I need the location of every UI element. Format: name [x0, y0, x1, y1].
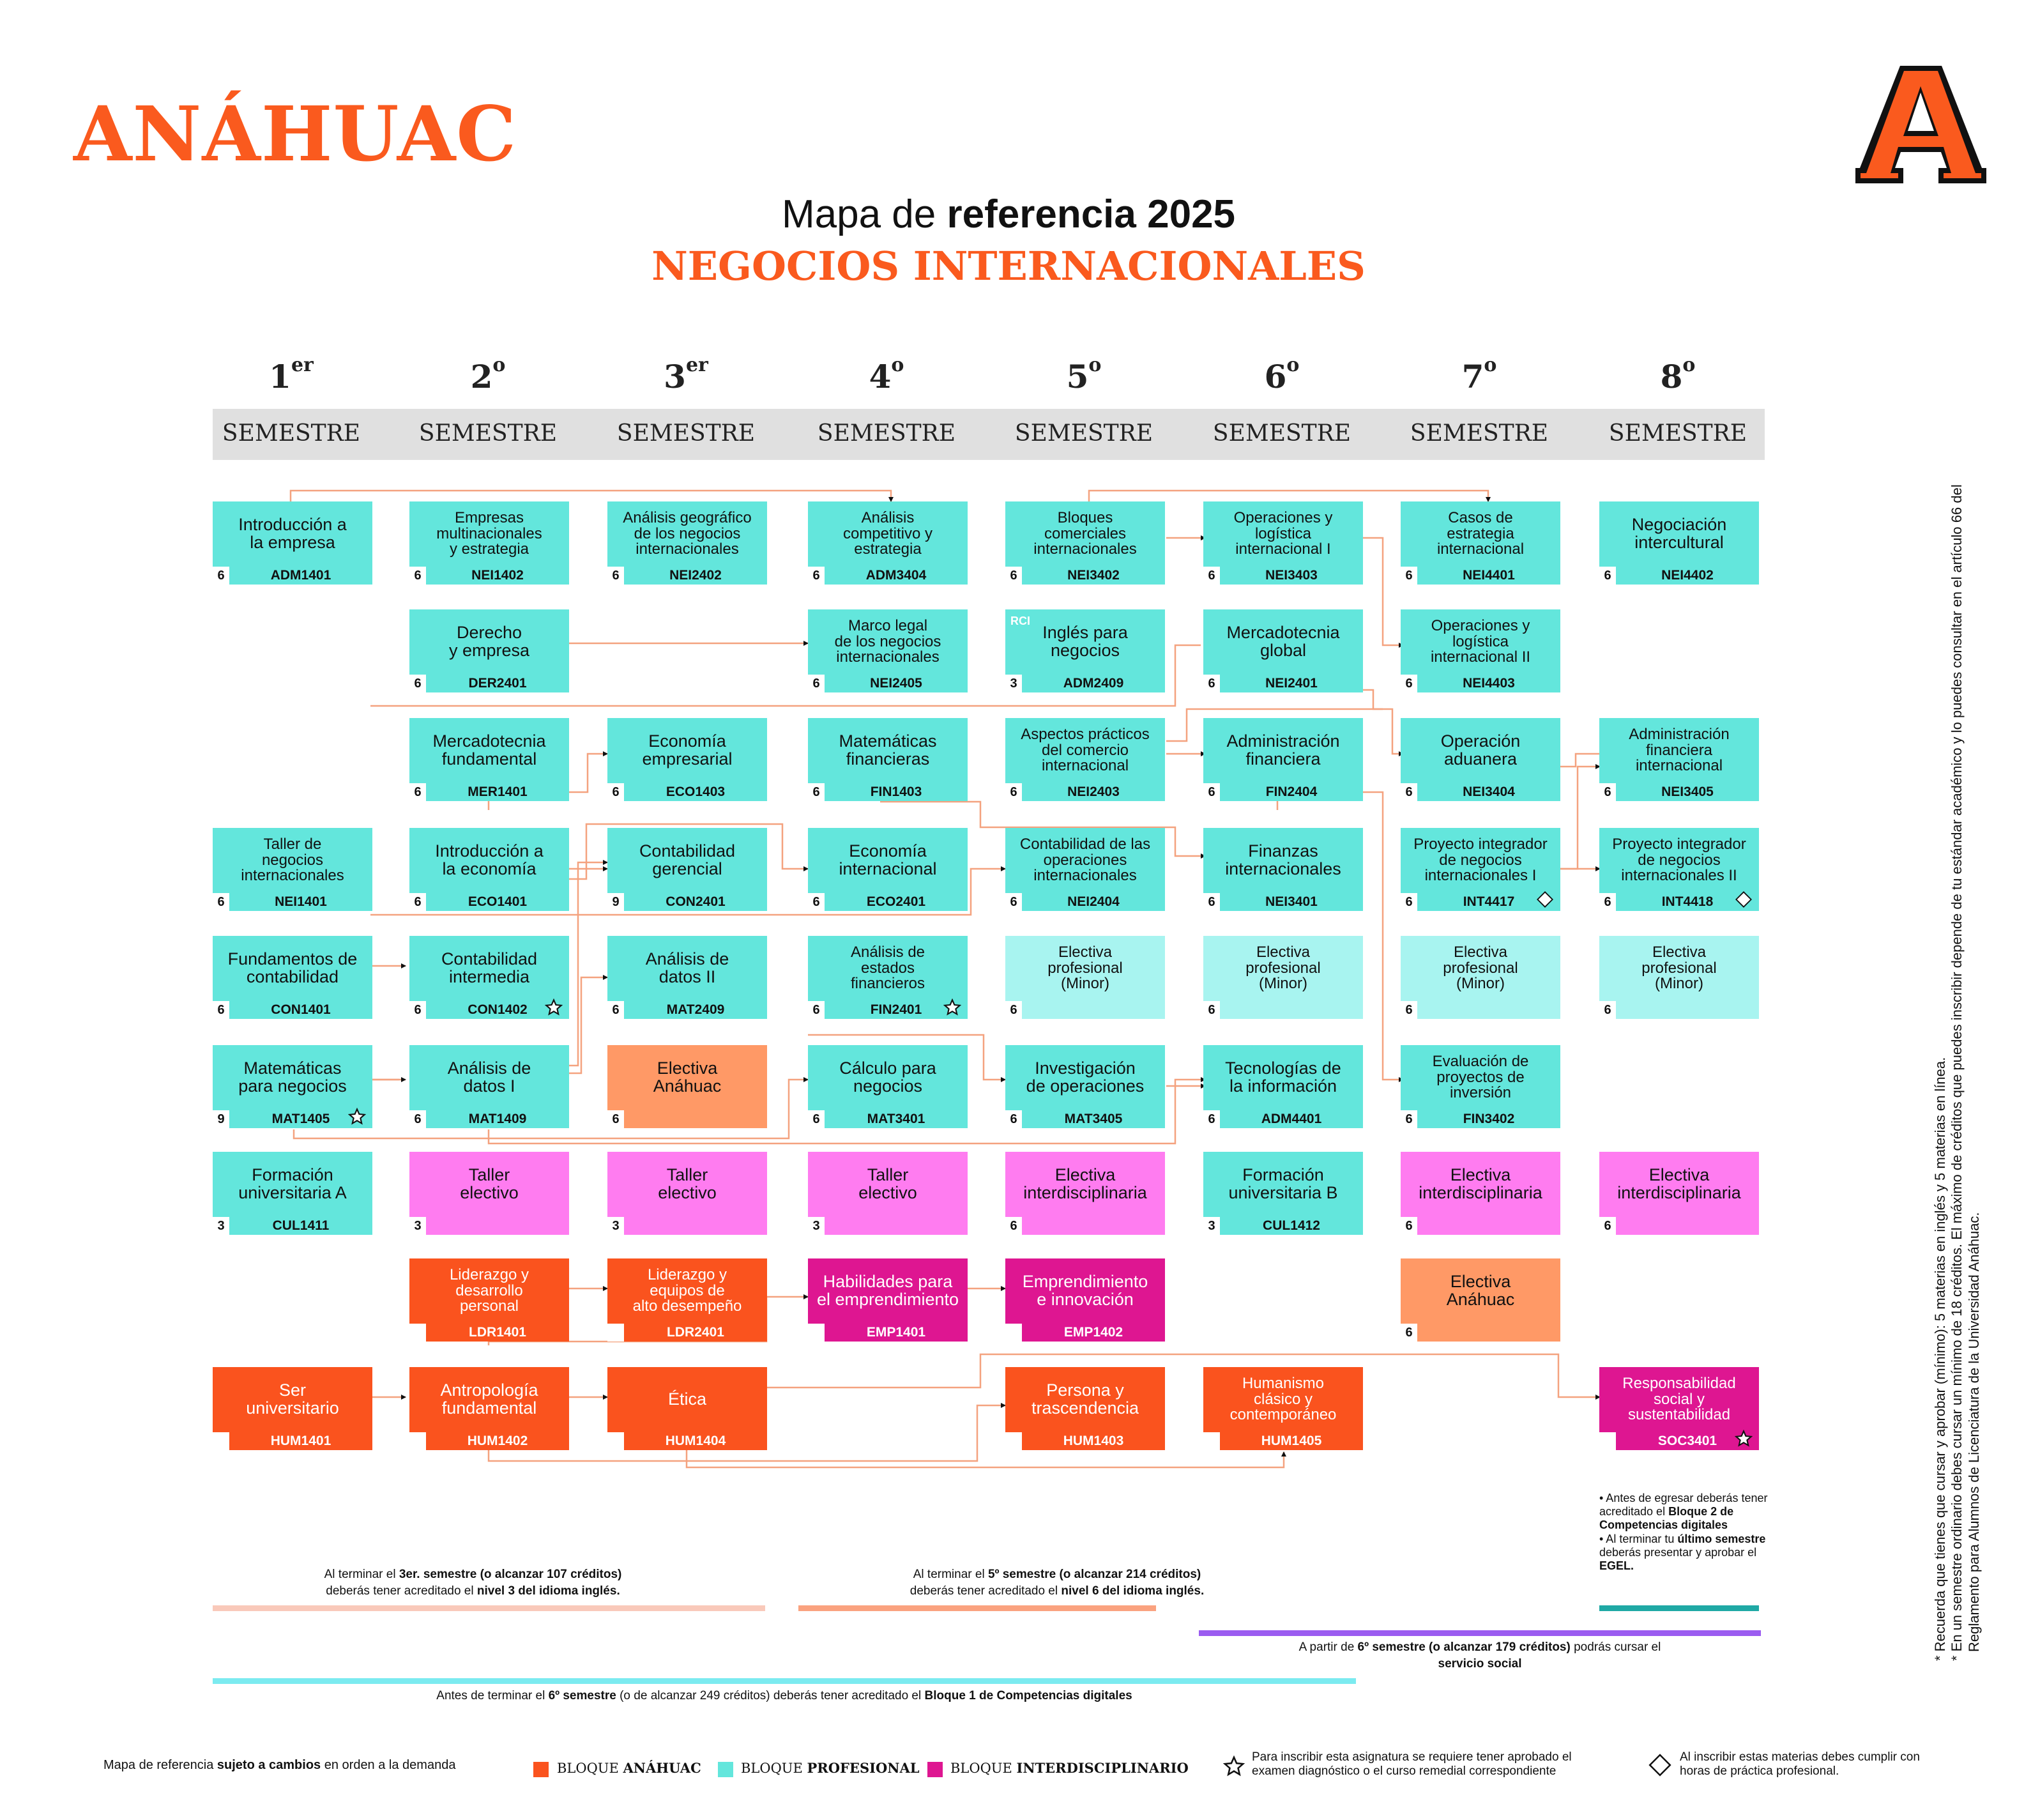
course-name: Finanzas internacionales	[1225, 841, 1341, 878]
course-card-eco1401[interactable]	[409, 828, 569, 911]
course-code: HUM1401	[270, 1434, 331, 1448]
semester-number-8: 8$^o$	[1660, 354, 1696, 395]
course-code: EMP1401	[866, 1325, 926, 1340]
star-icon	[348, 1108, 366, 1126]
course-credits: 6	[1203, 783, 1220, 801]
course-code: NEI2405	[870, 676, 922, 691]
course-credits: 6	[1203, 567, 1220, 585]
course-code: CON1401	[271, 1002, 331, 1017]
course-name: Contabilidad intermedia	[441, 949, 538, 986]
course-code: MAT1409	[468, 1112, 527, 1126]
course-code: CUL1411	[272, 1218, 330, 1233]
semester-label-3: SEMESTRE	[616, 420, 756, 447]
course-card-ep5[interactable]	[1005, 936, 1165, 1019]
course-card-te3[interactable]	[607, 1152, 767, 1235]
course-card-ep8[interactable]	[1599, 936, 1759, 1019]
course-card-hum1405[interactable]	[1203, 1367, 1363, 1450]
program-title: NEGOCIOS INTERNACIONALES	[651, 243, 1366, 289]
course-credits: 6	[409, 783, 426, 801]
course-credits: 6	[409, 675, 426, 692]
course-code: NEI4403	[1463, 676, 1515, 691]
course-credits: 6	[1203, 893, 1220, 911]
course-card-nei3401[interactable]	[1203, 828, 1363, 911]
course-credits: 6	[213, 567, 229, 585]
course-name: Taller electivo	[858, 1165, 917, 1202]
star-icon	[1735, 1430, 1753, 1448]
course-code: NEI2404	[1067, 894, 1120, 909]
course-name: Electiva profesional (Minor)	[1047, 943, 1123, 993]
social-service-note: A partir de 6º semestre (o alcanzar 179 créditos) podrás cursar el servicio social	[1298, 1640, 1661, 1671]
course-name: Investigación de operaciones	[1026, 1059, 1145, 1096]
course-card-con1401[interactable]	[213, 936, 372, 1019]
course-code: MAT3401	[867, 1112, 925, 1126]
semester-label-2: SEMESTRE	[418, 420, 558, 447]
course-name: Ética	[667, 1389, 707, 1409]
course-credits: 3	[1005, 675, 1022, 692]
diamond-icon	[1735, 891, 1753, 908]
course-card-nei3404[interactable]	[1401, 718, 1560, 801]
course-code: NEI3403	[1265, 568, 1318, 583]
course-name: Humanismo clásico y contemporáneo	[1229, 1374, 1337, 1424]
course-credits: 6	[1599, 1432, 1616, 1450]
course-name: Formación universitaria B	[1228, 1165, 1338, 1202]
course-card-der2401[interactable]	[409, 609, 569, 692]
course-code: NEI3404	[1463, 784, 1515, 799]
semester-number-6: 6$^o$	[1264, 354, 1300, 395]
course-credits: 6	[808, 567, 825, 585]
course-credits: 9	[607, 1432, 624, 1450]
course-credits: 6	[607, 1110, 624, 1128]
course-card-nei2405[interactable]	[808, 609, 968, 692]
semester-label-8: SEMESTRE	[1608, 420, 1747, 447]
course-credits: 6	[808, 893, 825, 911]
course-card-int4418[interactable]	[1599, 828, 1759, 911]
english-level-6-bar	[798, 1605, 1156, 1611]
course-name: Fundamentos de contabilidad	[227, 949, 358, 986]
course-credits: 6	[808, 783, 825, 801]
course-name: Operación aduanera	[1440, 731, 1521, 769]
course-credits: 3	[213, 1217, 229, 1235]
course-code: NEI4402	[1661, 568, 1714, 583]
course-code: ECO1401	[468, 894, 528, 909]
semester-label-4: SEMESTRE	[817, 420, 956, 447]
semester-number-7: 7$^o$	[1461, 354, 1497, 395]
course-card-ei7[interactable]	[1401, 1152, 1560, 1235]
course-name: Emprendimiento e innovación	[1022, 1272, 1148, 1309]
course-card-nei3402[interactable]	[1005, 501, 1165, 585]
course-name: Liderazgo y equipos de alto desempeño	[632, 1266, 742, 1315]
course-code: ECO2401	[866, 894, 926, 909]
course-credits: 3	[409, 1217, 426, 1235]
course-name: Mercadotecnia fundamental	[432, 731, 546, 769]
course-name: Cálculo para negocios	[839, 1059, 936, 1096]
course-code: MAT1405	[271, 1112, 330, 1126]
course-code: NEI1402	[471, 568, 524, 583]
course-card-eco1403[interactable]	[607, 718, 767, 801]
course-card-fin3402[interactable]	[1401, 1045, 1560, 1128]
course-credits: 6	[1401, 1217, 1417, 1235]
course-name: Persona y trascendencia	[1031, 1380, 1139, 1418]
course-card-nei4403[interactable]	[1401, 609, 1560, 692]
course-credits: 6	[1599, 1001, 1616, 1019]
course-card-ep6[interactable]	[1203, 936, 1363, 1019]
legend-swatch-anahuac	[533, 1762, 549, 1777]
graduation-bar	[1599, 1605, 1759, 1611]
course-card-cul1411[interactable]	[213, 1152, 372, 1235]
course-name: Introducción a la economía	[435, 841, 544, 878]
english-level-6-note: Al terminar el 5º semestre (o alcanzar 214 créditos) deberás tener acreditado el nivel 6 del idioma inglés.	[910, 1568, 1205, 1598]
course-name: Introducción a la empresa	[238, 515, 347, 552]
course-name: Matemáticas para negocios	[238, 1059, 347, 1096]
course-name: Electiva profesional (Minor)	[1641, 943, 1717, 993]
course-credits: 6	[1401, 675, 1417, 692]
legend-anahuac: BLOQUE ANÁHUAC	[557, 1760, 701, 1776]
course-code: DER2401	[468, 676, 527, 691]
course-credits: 9	[213, 1110, 229, 1128]
course-credits: 6	[409, 1324, 426, 1342]
course-card-hum1401[interactable]	[213, 1367, 372, 1450]
anahuac-logo-text: ANÁHUAC	[73, 89, 517, 178]
course-credits: 6	[1401, 893, 1417, 911]
course-card-mat1409[interactable]	[409, 1045, 569, 1128]
english-level-3-note: Al terminar el 3er. semestre (o alcanzar 107 créditos) deberás tener acreditado el nivel 3 del idioma inglés.	[324, 1568, 622, 1598]
course-credits: 6	[1599, 783, 1616, 801]
course-name: Empresas multinacionales y estrategia	[436, 509, 542, 558]
course-name: Inglés para negocios	[1042, 623, 1128, 660]
course-card-ldr1401[interactable]	[409, 1258, 569, 1342]
diamond-icon	[1536, 891, 1554, 908]
course-card-mat3401[interactable]	[808, 1045, 968, 1128]
course-name: Habilidades para el emprendimiento	[816, 1272, 959, 1309]
course-code: CUL1412	[1263, 1218, 1320, 1233]
course-card-adm3404[interactable]	[808, 501, 968, 585]
course-card-ea3[interactable]	[607, 1045, 767, 1128]
course-code: CON1402	[468, 1002, 528, 1017]
course-card-nei2404[interactable]	[1005, 828, 1165, 911]
course-name: Análisis geográfico de los negocios internacionales	[623, 509, 752, 558]
course-name: Economía empresarial	[642, 731, 733, 769]
course-code: INT4417	[1463, 894, 1515, 909]
course-credits: 6	[1599, 1217, 1616, 1235]
course-code: FIN3402	[1463, 1112, 1515, 1126]
course-name: Análisis competitivo y estrategia	[842, 509, 933, 558]
course-card-hum1403[interactable]	[1005, 1367, 1165, 1450]
course-card-soc3401[interactable]	[1599, 1367, 1759, 1450]
course-credits: 6	[1005, 567, 1022, 585]
course-name: Economía internacional	[839, 841, 937, 878]
course-name: Operaciones y logística internacional I	[1233, 509, 1333, 558]
course-name: Responsabilidad social y sustentabilidad	[1622, 1374, 1736, 1424]
course-code: FIN2401	[870, 1002, 922, 1017]
course-credits: 3	[808, 1324, 825, 1342]
course-card-nei3403[interactable]	[1203, 501, 1363, 585]
page-title: Mapa de referencia 2025	[781, 192, 1236, 236]
course-card-nei3405[interactable]	[1599, 718, 1759, 801]
course-credits: 6	[1203, 1110, 1220, 1128]
course-credits: 6	[1599, 893, 1616, 911]
course-card-int4417[interactable]	[1401, 828, 1560, 911]
course-code: ADM2409	[1063, 676, 1124, 691]
course-credits: 6	[1005, 1217, 1022, 1235]
course-name: Análisis de datos II	[645, 949, 729, 986]
course-name: Mercadotecnia global	[1226, 623, 1340, 660]
course-name: Ser universitario	[246, 1380, 339, 1418]
semester-label-5: SEMESTRE	[1014, 420, 1153, 447]
course-credits: 9	[607, 893, 624, 911]
course-name: Matemáticas financieras	[839, 731, 937, 769]
course-name: Proyecto integrador de negocios internacionales II	[1612, 835, 1746, 885]
course-name: Contabilidad gerencial	[639, 841, 736, 878]
course-credits: 6	[1401, 1324, 1417, 1342]
course-card-te2[interactable]	[409, 1152, 569, 1235]
semester-label-7: SEMESTRE	[1410, 420, 1549, 447]
semester-label-1: SEMESTRE	[222, 420, 361, 447]
course-name: Taller de negocios internacionales	[241, 835, 344, 885]
course-card-adm1401[interactable]	[213, 501, 372, 585]
course-card-nei2403[interactable]	[1005, 718, 1165, 801]
course-name: Análisis de datos I	[447, 1059, 531, 1096]
semester-number-2: 2$^o$	[470, 354, 506, 395]
course-credits: 6	[1203, 675, 1220, 692]
course-credits: 6	[409, 1432, 426, 1450]
course-name: Operaciones y logística internacional II	[1430, 616, 1531, 666]
course-card-nei2401[interactable]	[1203, 609, 1363, 692]
diamond-legend-note: Al inscribir estas materias debes cumplir con horas de práctica profesional.	[1680, 1750, 1920, 1778]
course-code: MER1401	[468, 784, 528, 799]
course-name: Aspectos prácticos del comercio internacional	[1021, 725, 1150, 775]
course-credits: 6	[1005, 1432, 1022, 1450]
course-code: ECO1403	[666, 784, 726, 799]
semester-number-4: 4$^o$	[869, 354, 904, 395]
course-card-cul1412[interactable]	[1203, 1152, 1363, 1235]
course-credits: 3	[1203, 1217, 1220, 1235]
course-name: Taller electivo	[460, 1165, 519, 1202]
legend-profesional: BLOQUE PROFESIONAL	[741, 1760, 920, 1776]
semester-number-1: 1er	[269, 354, 314, 395]
course-card-fin2401[interactable]	[808, 936, 968, 1019]
course-card-con2401[interactable]	[607, 828, 767, 911]
course-code: CON2401	[666, 894, 726, 909]
course-card-mat1405[interactable]	[213, 1045, 372, 1128]
graduation-requirements-note: • Antes de egresar deberás tener acreditado el Bloque 2 de Competencias digitales • Al terminar tu último semestre deberás presentar y aprobar el EGEL.	[1599, 1492, 1768, 1573]
course-code: INT4418	[1661, 894, 1714, 909]
semester-number-3: 3er	[664, 354, 708, 395]
course-credits: 6	[1005, 893, 1022, 911]
course-credits: 6	[213, 1001, 229, 1019]
course-card-ldr2401[interactable]	[607, 1258, 767, 1342]
social-service-bar	[1199, 1630, 1761, 1636]
star-icon	[943, 998, 961, 1016]
course-code: HUM1404	[665, 1434, 726, 1448]
course-code: FIN2404	[1265, 784, 1318, 799]
course-name: Electiva Anáhuac	[1446, 1272, 1515, 1309]
digital-skills-note: Antes de terminar el 6º semestre (o de alcanzar 249 créditos) deberás tener acreditado el Bloque 1 de Competencias digitales	[436, 1689, 1132, 1702]
course-card-ep7[interactable]	[1401, 936, 1560, 1019]
course-code: HUM1405	[1261, 1434, 1322, 1448]
course-code: FIN1403	[870, 784, 922, 799]
course-credits: 3	[808, 1217, 825, 1235]
course-credits: 6	[607, 1001, 624, 1019]
course-card-adm4401[interactable]	[1203, 1045, 1363, 1128]
course-credits: 6	[607, 783, 624, 801]
course-name: Antropología fundamental	[440, 1380, 538, 1418]
course-code: SOC3401	[1657, 1434, 1717, 1448]
course-credits: 6	[213, 1432, 229, 1450]
course-name: Análisis de estados financieros	[850, 943, 925, 993]
course-name: Electiva profesional (Minor)	[1443, 943, 1518, 993]
course-card-adm2409[interactable]	[1005, 609, 1165, 692]
course-card-te4[interactable]	[808, 1152, 968, 1235]
course-credits: 6	[808, 1001, 825, 1019]
course-credits: 6	[607, 567, 624, 585]
course-credits: 6	[1599, 567, 1616, 585]
course-code: HUM1402	[467, 1434, 528, 1448]
course-code: NEI2401	[1265, 676, 1318, 691]
course-name: Casos de estrategia internacional	[1436, 509, 1525, 558]
course-code: ADM4401	[1261, 1112, 1322, 1126]
course-card-fin2404[interactable]	[1203, 718, 1363, 801]
course-card-nei4402[interactable]	[1599, 501, 1759, 585]
course-credits: 6	[409, 893, 426, 911]
star-icon	[1223, 1755, 1245, 1777]
course-code: LDR2401	[667, 1325, 724, 1340]
course-credits: 6	[808, 1110, 825, 1128]
legend-interdisciplinario: BLOQUE INTERDISCIPLINARIO	[950, 1760, 1189, 1776]
semester-label-6: SEMESTRE	[1212, 420, 1351, 447]
course-card-fin1403[interactable]	[808, 718, 968, 801]
course-credits: 6	[1401, 783, 1417, 801]
legend-swatch-profesional	[718, 1762, 733, 1777]
course-name: Electiva profesional (Minor)	[1245, 943, 1321, 993]
course-credits: 6	[213, 893, 229, 911]
course-card-ea7[interactable]	[1401, 1258, 1560, 1342]
course-code: MAT2409	[666, 1002, 725, 1017]
course-code: NEI3402	[1067, 568, 1120, 583]
rci-tag: RCI	[1010, 615, 1030, 627]
course-name: Electiva interdisciplinaria	[1419, 1165, 1542, 1202]
digital-skills-bar	[213, 1678, 1356, 1684]
course-name: Electiva Anáhuac	[653, 1059, 722, 1096]
course-card-eco2401[interactable]	[808, 828, 968, 911]
course-card-emp1402[interactable]	[1005, 1258, 1165, 1342]
course-code: NEI4401	[1463, 568, 1515, 583]
course-credits: 6	[1203, 1001, 1220, 1019]
course-card-nei1401[interactable]	[213, 828, 372, 911]
diamond-icon	[1648, 1753, 1672, 1777]
course-credits: 6	[409, 1001, 426, 1019]
star-icon	[545, 998, 563, 1016]
course-name: Marco legal de los negocios internacionales	[834, 616, 941, 666]
course-credits: 6	[1005, 1001, 1022, 1019]
course-code: HUM1403	[1063, 1434, 1124, 1448]
semester-number-5: 5$^o$	[1066, 354, 1102, 395]
course-code: NEI1401	[275, 894, 327, 909]
course-code: EMP1402	[1063, 1325, 1123, 1340]
course-card-nei1402[interactable]	[409, 501, 569, 585]
course-card-emp1401[interactable]	[808, 1258, 968, 1342]
course-credits: 3	[607, 1324, 624, 1342]
course-card-ei8[interactable]	[1599, 1152, 1759, 1235]
course-credits: 6	[1005, 783, 1022, 801]
course-card-nei2402[interactable]	[607, 501, 767, 585]
course-credits: 6	[808, 675, 825, 692]
course-name: Taller electivo	[658, 1165, 717, 1202]
course-credits: 6	[1005, 1110, 1022, 1128]
course-name: Administración financiera	[1226, 731, 1340, 769]
course-credits: 6	[1401, 1001, 1417, 1019]
course-credits: 6	[1203, 1432, 1220, 1450]
course-code: NEI3405	[1661, 784, 1714, 799]
course-name: Evaluación de proyectos de inversión	[1432, 1052, 1529, 1102]
course-code: NEI2402	[669, 568, 722, 583]
course-name: Administración financiera internacional	[1629, 725, 1730, 775]
course-code: NEI3401	[1265, 894, 1318, 909]
star-legend-note: Para inscribir esta asignatura se requiere tener aprobado el examen diagnóstico o el curso remedial correspondiente	[1252, 1750, 1572, 1778]
course-code: MAT3405	[1064, 1112, 1123, 1126]
course-credits: 6	[1401, 1110, 1417, 1128]
course-name: Derecho y empresa	[448, 623, 530, 660]
course-credits: 6	[1005, 1324, 1022, 1342]
course-name: Negociación intercultural	[1631, 515, 1727, 552]
course-credits: 3	[607, 1217, 624, 1235]
course-card-mat3405[interactable]	[1005, 1045, 1165, 1128]
course-name: Liderazgo y desarrollo personal	[449, 1266, 529, 1315]
english-level-3-bar	[213, 1605, 765, 1611]
course-card-hum1404[interactable]	[607, 1367, 767, 1450]
course-name: Electiva interdisciplinaria	[1617, 1165, 1741, 1202]
course-card-mer1401[interactable]	[409, 718, 569, 801]
course-code: ADM3404	[865, 568, 927, 583]
course-card-mat2409[interactable]	[607, 936, 767, 1019]
course-credits: 6	[1401, 567, 1417, 585]
course-card-nei4401[interactable]	[1401, 501, 1560, 585]
course-card-con1402[interactable]	[409, 936, 569, 1019]
course-credits: 6	[409, 1110, 426, 1128]
course-credits: 6	[409, 567, 426, 585]
course-name: Tecnologías de la información	[1225, 1059, 1341, 1096]
course-name: Proyecto integrador de negocios internacionales I	[1413, 835, 1548, 885]
course-card-hum1402[interactable]	[409, 1367, 569, 1450]
disclaimer: Mapa de referencia sujeto a cambios en orden a la demanda	[103, 1758, 456, 1772]
course-name: Contabilidad de las operaciones internacionales	[1019, 835, 1151, 885]
side-note: * Recuerda que tienes que cursar y aprobar (mínimo): 5 materias en inglés y 5 materias en línea. * En un semestre ordinario debes cursar un mínimo de 18 créditos. El máximo de créditos que puedes inscribir depende de tu estándar académico y lo puedes consultar en el artículo 66 del Reglamento para Alumnos de Licenciatura de la Universidad Anáhuac.	[1932, 484, 1982, 1661]
course-card-ei5[interactable]	[1005, 1152, 1165, 1235]
course-code: NEI2403	[1067, 784, 1120, 799]
course-code: LDR1401	[469, 1325, 526, 1340]
course-name: Bloques comerciales internacionales	[1033, 509, 1137, 558]
course-name: Formación universitaria A	[238, 1165, 347, 1202]
course-name: Electiva interdisciplinaria	[1023, 1165, 1147, 1202]
legend-swatch-interdisciplinario	[927, 1762, 943, 1777]
course-code: ADM1401	[270, 568, 331, 583]
